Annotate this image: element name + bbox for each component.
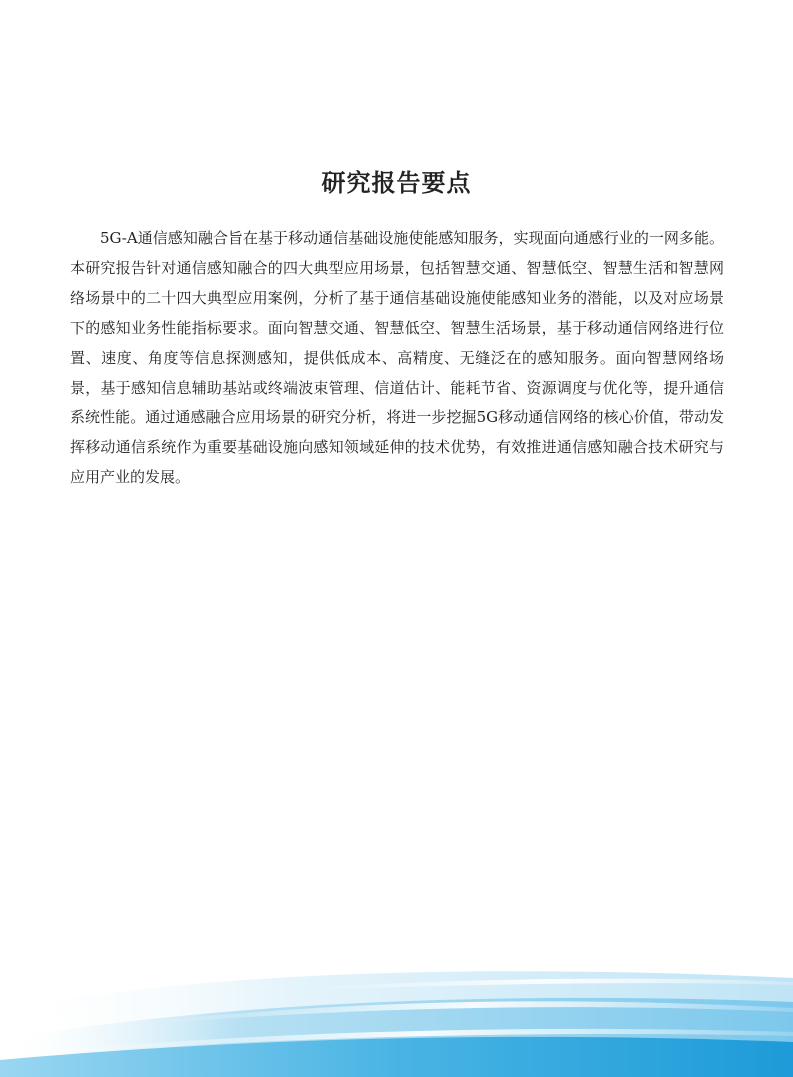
page-title: 研究报告要点: [321, 169, 472, 197]
summary-paragraph: 5G-A通信感知融合旨在基于移动通信基础设施使能感知服务，实现面向通感行业的一网多能。本研究报告针对通信感知融合的四大典型应用场景，包括智慧交通、智慧低空、智慧生活和智慧网络场景中的二十四大典型应用案例，分析了基于通信基础设施使能感知业务的潜能，以及对应场景下的感知业务性能指标要求。面向智慧交通、智慧低空、智慧生活场景，基于移动通信网络进行位置、速度、角度等信息探测感知，提供低成本、高精度、无缝泛在的感知服务。面向智慧网络场景，基于感知信息辅助基站或终端波束管理、信道估计、能耗节省、资源调度与优化等，提升通信系统性能。通过通感融合应用场景的研究分析，将进一步挖掘5G移动通信网络的核心价值，带动发挥移动通信系统作为重要基础设施向感知领域延伸的技术优势，有效推进通信感知融合技术研究与应用产业的发展。: [70, 229, 724, 487]
decorative-wave-banner: [0, 960, 793, 1077]
